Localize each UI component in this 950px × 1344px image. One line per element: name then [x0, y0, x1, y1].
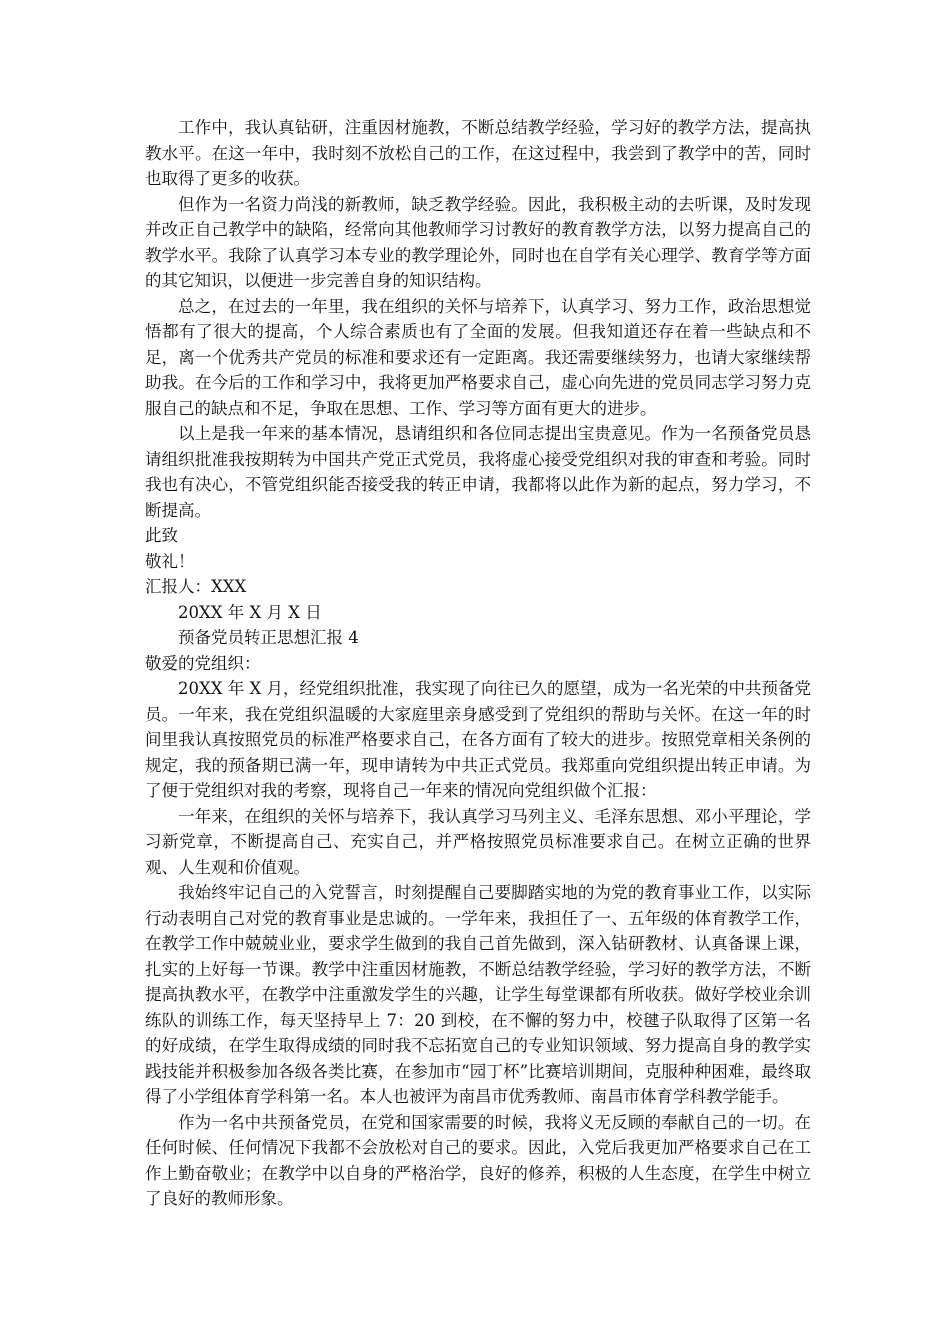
date-line: 20XX 年 X 月 X 日 [178, 602, 322, 622]
body-paragraph: 20XX 年 X 月，经党组织批准，我实现了向往已久的愿望，成为一名光荣的中共预备党员。一年来，我在党组织温暖的大家庭里亲身感受到了党组织的帮助与关怀。在这一年的时间里我认真按照党员的标准严格要求自己，在各方面有了较大的进步。按照党章相关条例的规定，我的预备期已满一年，现申请转为中共正式党员。我郑重向党组织提出转正申请。为了便于党组织对我的考察，现将自己一年来的情况向党组织做个汇报： [145, 679, 811, 800]
body-paragraph: 一年来，在组织的关怀与培养下，我认真学习马列主义、毛泽东思想、邓小平理论，学习新党章，不断提高自己、充实自己，并严格按照党员标准要求自己。在树立正确的世界观、人生观和价值观。 [145, 806, 811, 877]
body-paragraph: 总之，在过去的一年里，我在组织的关怀与培养下，认真学习、努力工作，政治思想觉悟都有了很大的提高，个人综合素质也有了全面的发展。但我知道还存在着一些缺点和不足，离一个优秀共产党员的标准和要求还有一定距离。我还需要继续努力，也请大家继续帮助我。在今后的工作和学习中，我将更加严格要求自己，虚心向先进的党员同志学习努力克服自己的缺点和不足，争取在思想、工作、学习等方面有更大的进步。 [145, 296, 811, 418]
reporter-line: 汇报人：XXX [145, 577, 247, 596]
body-paragraph: 但作为一名资力尚浅的新教师，缺乏教学经验。因此，我积极主动的去听课，及时发现并改正自己教学中的缺陷，经常向其他教师学习讨教好的教育教学方法，以努力提高自己的教学水平。我除了认真学习本专业的教学理论外，同时也在自学有关心理学、教育学等方面的其它知识，以便进一步完善自身的知识结构。 [145, 194, 811, 290]
closing-line-2: 敬礼！ [145, 551, 195, 571]
body-paragraph: 工作中，我认真钻研，注重因材施教，不断总结教学经验，学习好的教学方法，提高执教水平。在这一年中，我时刻不放松自己的工作，在这过程中，我尝到了教学中的苦，同时也取得了更多的收获。 [145, 118, 811, 188]
body-paragraph: 我始终牢记自己的入党誓言，时刻提醒自己要脚踏实地的为党的教育事业工作，以实际行动表明自己对党的教育事业是忠诚的。一学年来，我担任了一、五年级的体育教学工作，在教学工作中兢兢业业，要求学生做到的我自己首先做到，深入钻研教材、认真备课上课，扎实的上好每一节课。教学中注重因材施教，不断总结教学经验，学习好的教学方法，不断提高执教水平，在教学中注重激发学生的兴趣，让学生每堂课都有所收获。做好学校业余训练队的训练工作，每天坚持早上 7：20 到校，在不懈的努力中，校毽子队取得了区第一名的好成绩，在学生取得成绩的同时我不忘拓宽自己的专业知识领域、努力提高自身的教学实践技能并积极参加各级各类比赛，在参加市“园丁杯”比赛培训期间，克服种种困难，最终取得了小学组体育学科第一名。本人也被评为南昌市优秀教师、南昌市体育学科教学能手。 [145, 883, 811, 1106]
body-paragraph: 以上是我一年来的基本情况，恳请组织和各位同志提出宝贵意见。作为一名预备党员恳请组织批准我按期转为中国共产党正式党员，我将虚心接受党组织对我的审查和考验。同时我也有决心，不管党组织能否接受我的转正申请，我都将以此作为新的起点，努力学习，不断提高。 [145, 424, 811, 520]
report-title: 预备党员转正思想汇报 4 [178, 628, 359, 647]
salutation: 敬爱的党组织： [145, 653, 261, 673]
document-page [145, 115, 811, 1212]
closing-line-1: 此致 [145, 526, 178, 545]
body-paragraph: 作为一名中共预备党员，在党和国家需要的时候，我将义无反顾的奉献自己的一切。在任何时候、任何情况下我都不会放松对自己的要求。因此，入党后我更加严格要求自己在工作上勤奋敬业；在教学中以自身的严格治学，良好的修养，积极的人生态度，在学生中树立了良好的教师形象。 [145, 1112, 811, 1208]
